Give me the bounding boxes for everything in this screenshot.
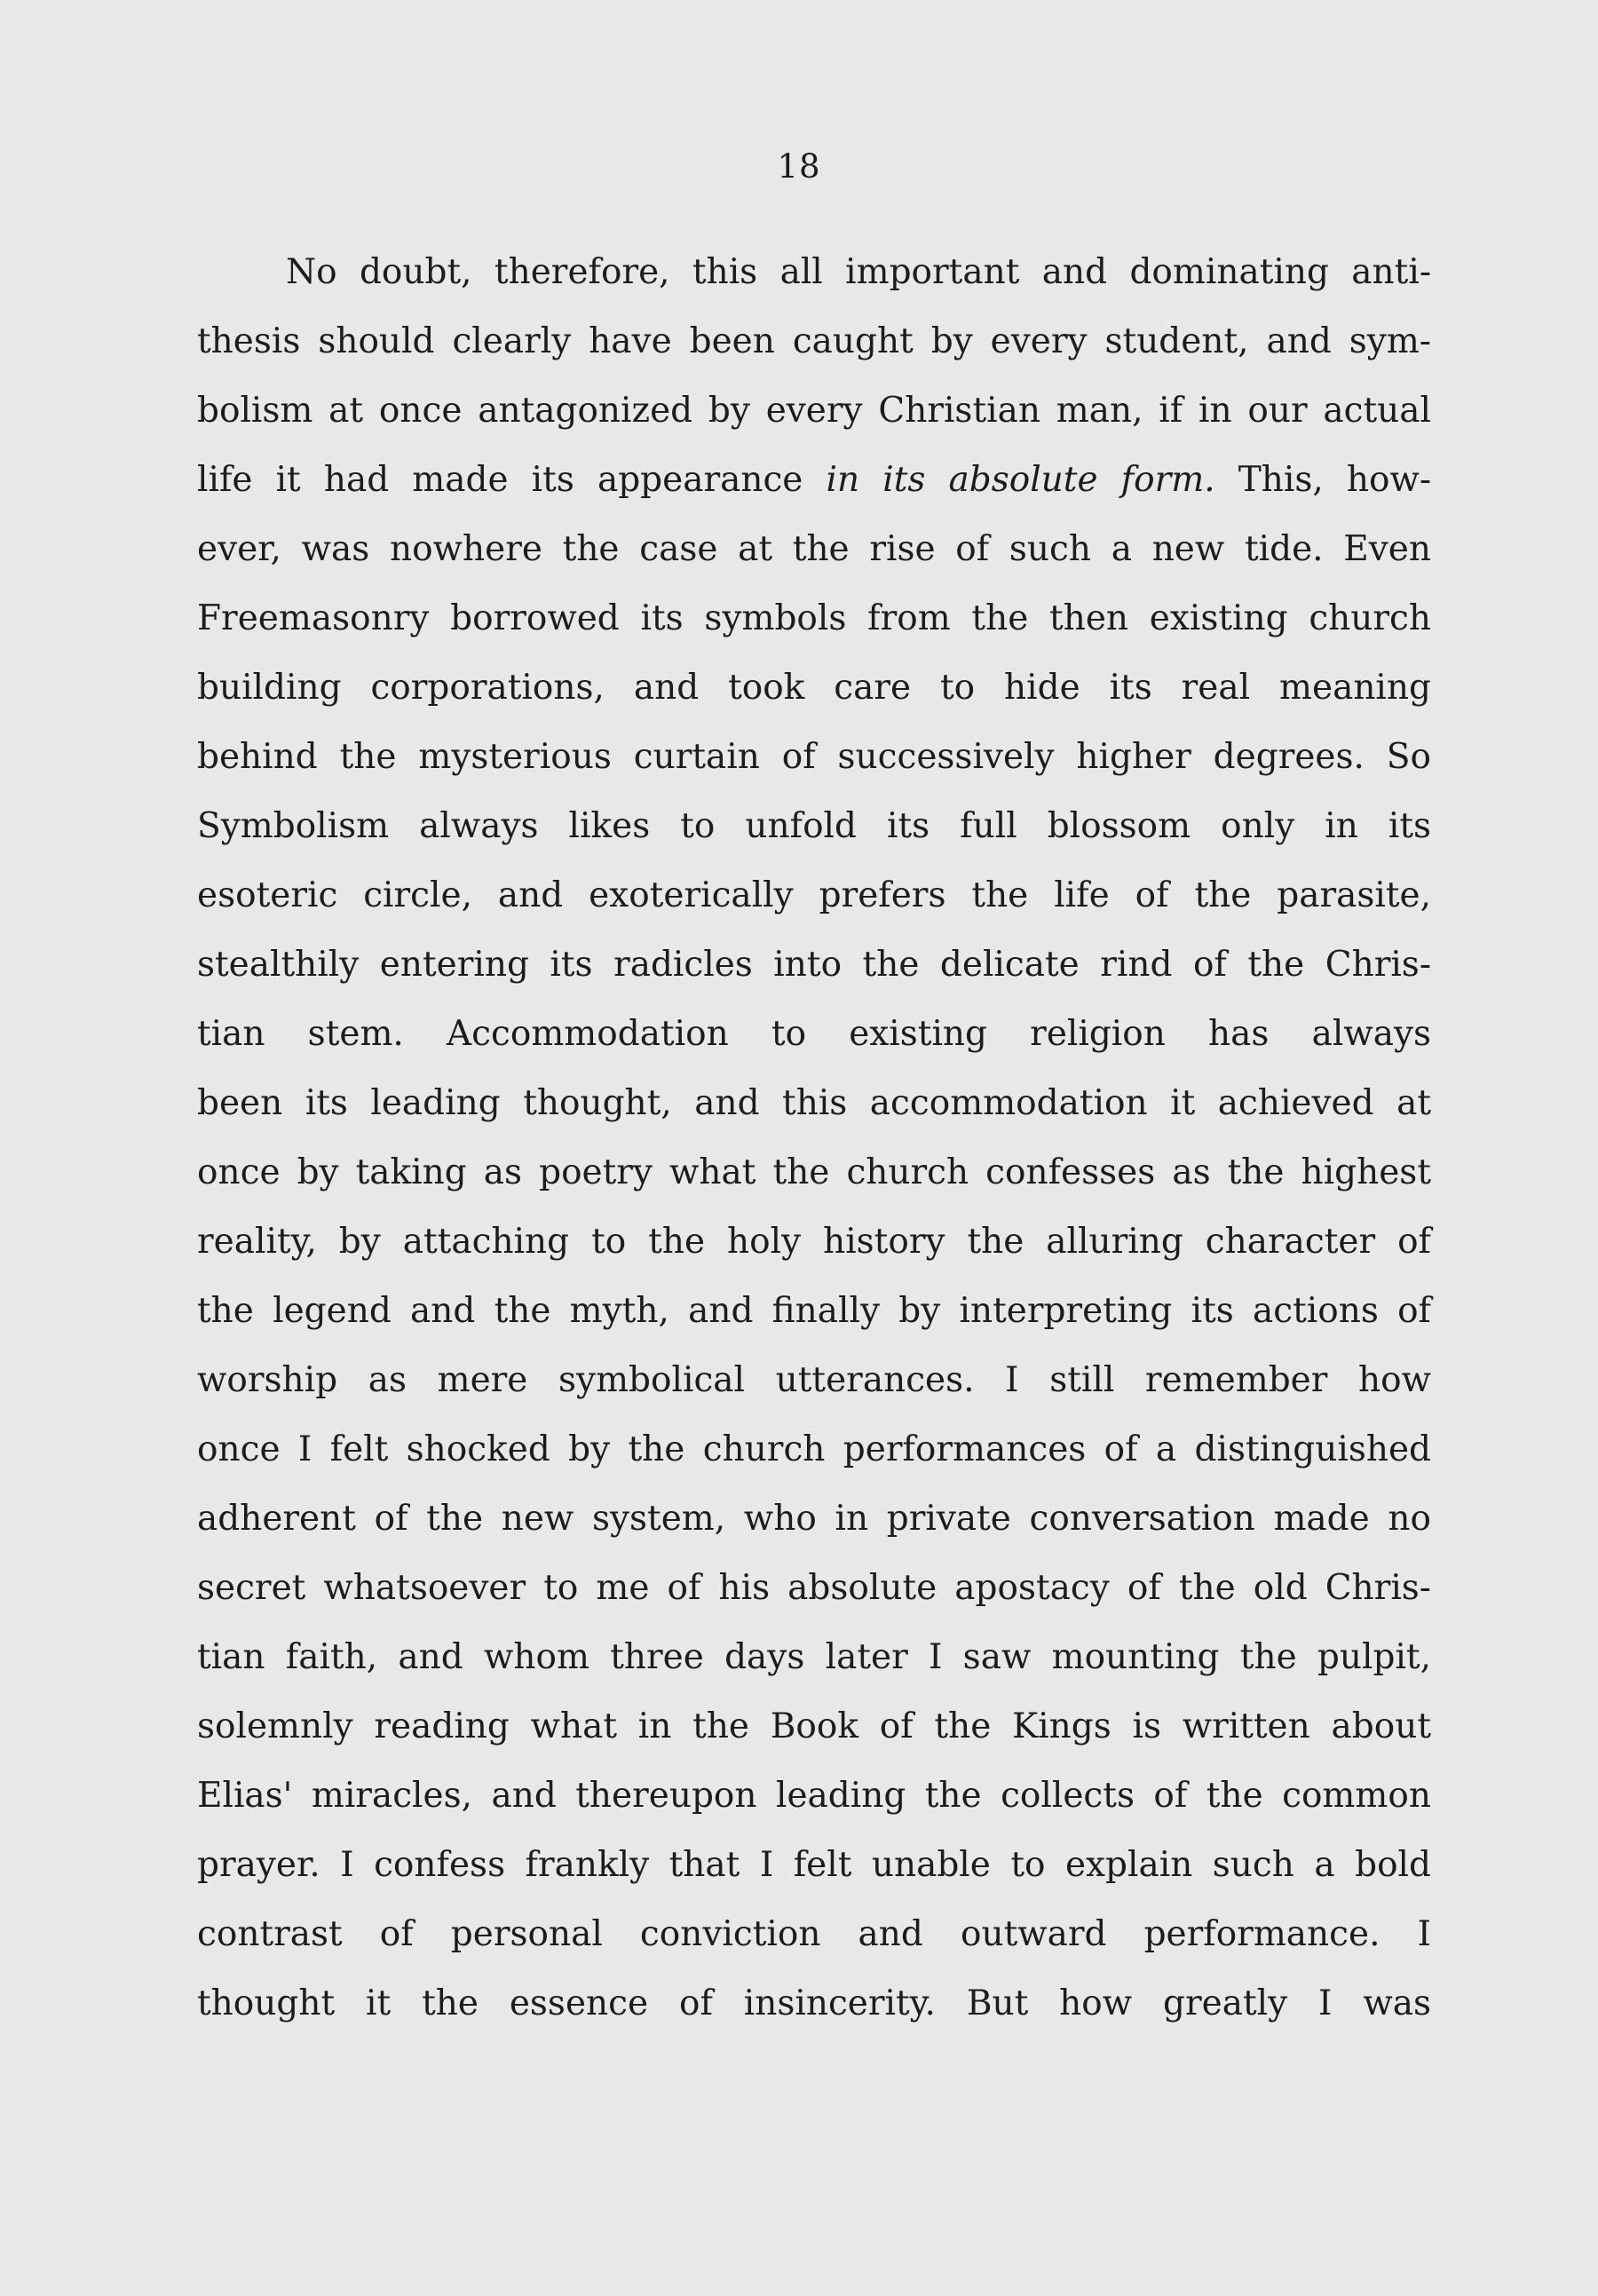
text-line-1: No doubt, therefore, this all important and dominating anti- — [286, 252, 1431, 292]
text-line-18: once I felt shocked by the church performances of a distinguished — [197, 1429, 1431, 1469]
text-line-4 — [197, 446, 1431, 515]
text-line-4-tail: This, how- — [1214, 460, 1432, 500]
text-line-23: Elias' miracles, and thereupon leading the collects of the common — [197, 1776, 1431, 1816]
text-line-25: contrast of personal conviction and outward performance. I — [197, 1914, 1431, 1954]
text-line-13: been its leading thought, and this accommodation it achieved at — [197, 1083, 1431, 1123]
body-paragraph — [197, 238, 1431, 2039]
text-line-7: building corporations, and took care to hide its real meaning — [197, 668, 1431, 708]
text-line-2: thesis should clearly have been caught by every student, and sym- — [197, 321, 1431, 361]
text-line-20: secret whatsoever to me of his absolute apostacy of the old Chris- — [197, 1568, 1431, 1608]
text-line-6: Freemasonry borrowed its symbols from the then existing church — [197, 598, 1431, 638]
text-line-24: prayer. I confess frankly that I felt unable to explain such a bold — [197, 1845, 1431, 1885]
page-number: 18 — [777, 147, 821, 186]
italic-phrase: in its absolute form. — [826, 460, 1215, 500]
text-line-4-lead: life it had made its appearance — [197, 460, 827, 500]
text-line-16: the legend and the myth, and finally by interpreting its actions of — [197, 1291, 1431, 1331]
text-line-22: solemnly reading what in the Book of the Kings is written about — [197, 1706, 1431, 1746]
text-line-9: Symbolism always likes to unfold its full blossom only in its — [197, 806, 1431, 846]
text-line-12: tian stem. Accommodation to existing religion has always — [197, 1014, 1431, 1054]
text-line-5: ever, was nowhere the case at the rise of such a new tide. Even — [197, 529, 1431, 569]
text-line-19: adherent of the new system, who in private conversation made no — [197, 1499, 1431, 1539]
text-line-8: behind the mysterious curtain of successively higher degrees. So — [197, 737, 1431, 777]
text-line-14: once by taking as poetry what the church confesses as the highest — [197, 1152, 1431, 1192]
text-line-3: bolism at once antagonized by every Christian man, if in our actual — [197, 391, 1431, 431]
text-line-26: thought it the essence of insincerity. But how greatly I was — [197, 1983, 1431, 2023]
text-line-21: tian faith, and whom three days later I saw mounting the pulpit, — [197, 1637, 1431, 1677]
text-line-11: stealthily entering its radicles into the delicate rind of the Chris- — [197, 945, 1431, 985]
text-line-17: worship as mere symbolical utterances. I still remember how — [197, 1360, 1431, 1400]
text-line-10: esoteric circle, and exoterically prefers the life of the parasite, — [197, 875, 1431, 915]
text-line-15: reality, by attaching to the holy history the alluring character of — [197, 1222, 1431, 1262]
